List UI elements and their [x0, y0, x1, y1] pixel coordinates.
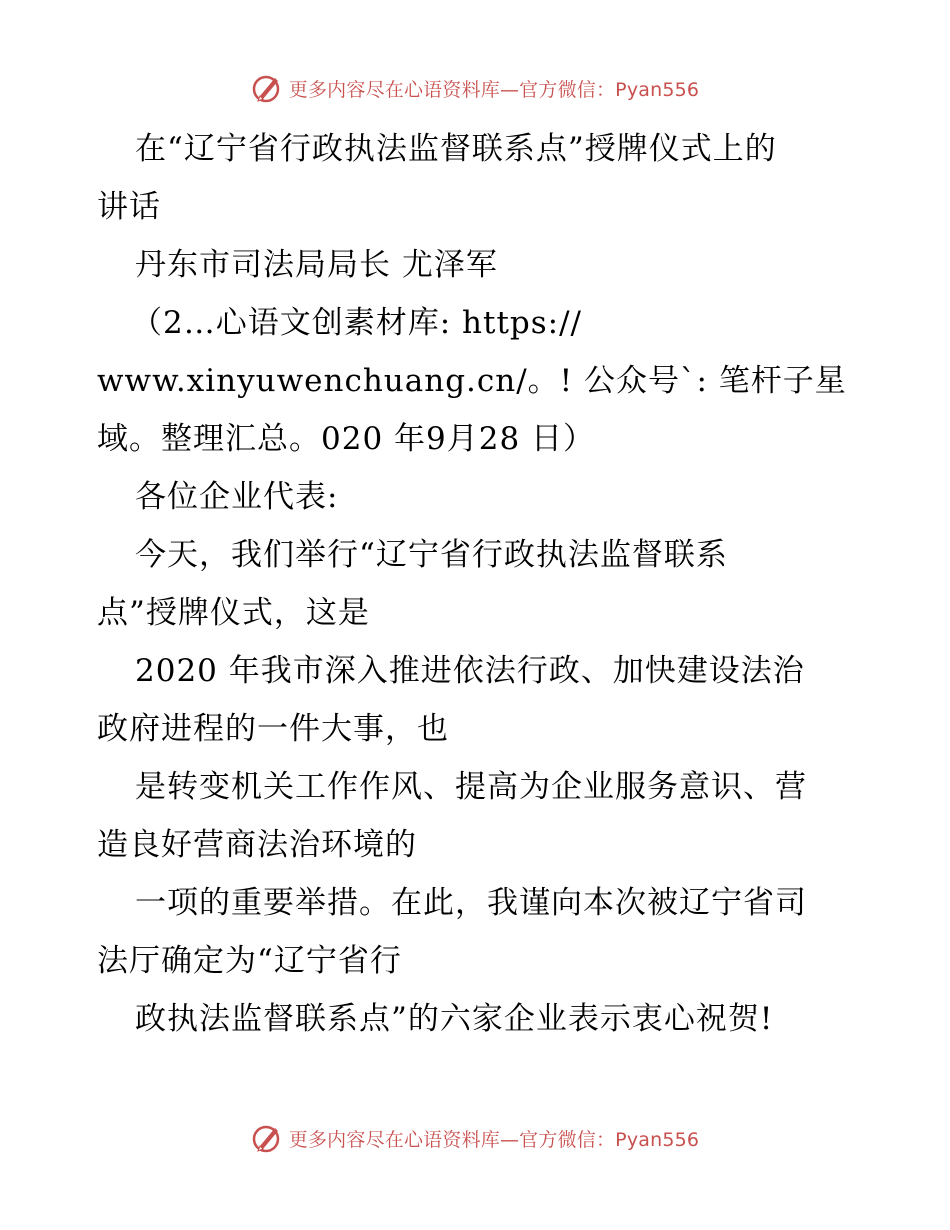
author-line: 丹东市司法局局长 尤泽军: [135, 247, 498, 283]
footer-banner-text: 更多内容尽在心语资料库—官方微信：Pyan556: [288, 1128, 700, 1151]
pen-logo-icon: [251, 1122, 283, 1154]
salutation-line: 各位企业代表:: [135, 479, 339, 515]
source-line-3: 域。整理汇总。020 年9月28 日）: [97, 421, 596, 457]
paragraph-line: 2020 年我市深入推进依法行政、加快建设法治: [135, 653, 805, 689]
paragraph-line: 政府进程的一件大事，也: [97, 711, 449, 747]
paragraph-line: 法厅确定为“辽宁省行: [97, 943, 402, 979]
paragraph-line: 点”授牌仪式，这是: [97, 595, 370, 631]
header-banner-text: 更多内容尽在心语资料库—官方微信：Pyan556: [288, 78, 700, 101]
paragraph-line: 一项的重要举措。在此，我谨向本次被辽宁省司: [135, 885, 807, 921]
paragraph-line: 造良好营商法治环境的: [97, 827, 417, 863]
source-line-2: www.xinyuwenchuang.cn/。! 公众号`: 笔杆子星: [97, 363, 847, 399]
title-line-2: 讲话: [97, 189, 161, 225]
pen-logo-icon: [251, 72, 283, 104]
paragraph-line: 政执法监督联系点”的六家企业表示衷心祝贺!: [135, 1001, 774, 1037]
source-line-1: （2…心语文创素材库: https://: [131, 305, 582, 341]
title-line-1: 在“辽宁省行政执法监督联系点”授牌仪式上的: [135, 131, 777, 167]
paragraph-line: 是转变机关工作作风、提高为企业服务意识、营: [135, 769, 807, 805]
header-banner: [0, 72, 950, 104]
document-body: [97, 120, 877, 1048]
footer-banner: [0, 1122, 950, 1154]
paragraph-line: 今天，我们举行“辽宁省行政执法监督联系: [135, 537, 728, 573]
